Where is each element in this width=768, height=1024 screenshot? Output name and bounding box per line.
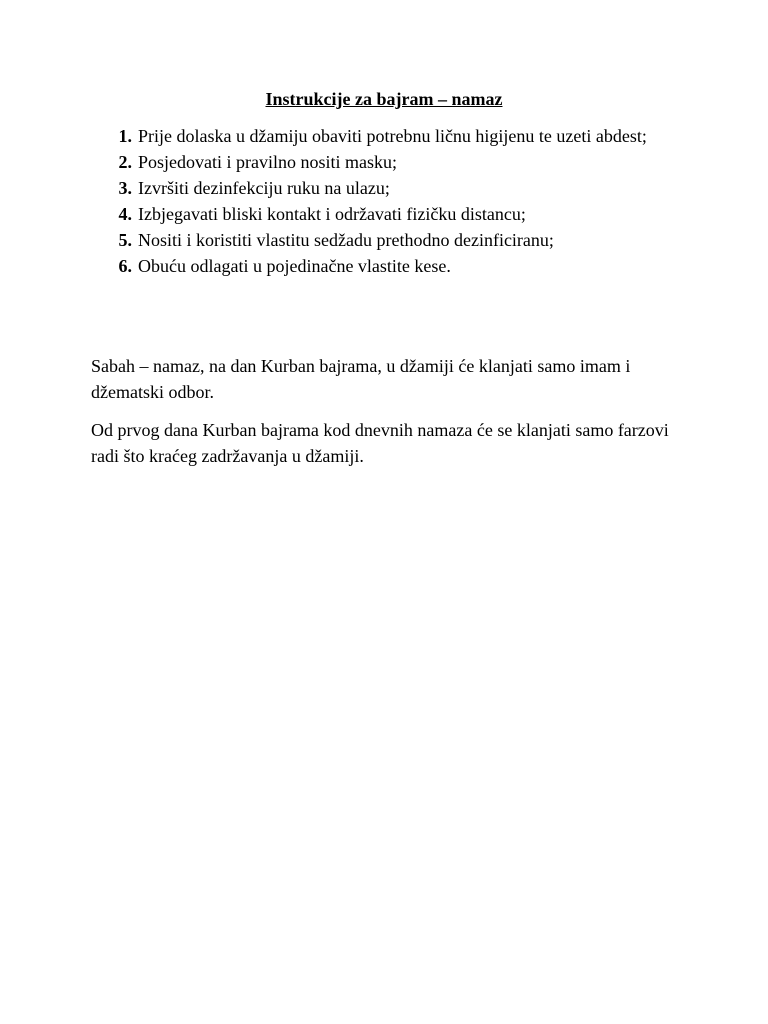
list-item-number: 5.: [118, 230, 132, 250]
list-item-number: 1.: [118, 126, 132, 146]
list-item-number: 3.: [118, 178, 132, 198]
list-item-text: Nositi i koristiti vlastitu sedžadu prethodno dezinficiranu;: [138, 230, 554, 250]
list-item: [106, 201, 686, 227]
list-item: [106, 227, 686, 253]
list-item-number: 6.: [118, 256, 132, 276]
list-item: [106, 123, 686, 149]
list-item: [106, 175, 686, 201]
list-item-number: 4.: [118, 204, 132, 224]
list-item-number: 2.: [118, 152, 132, 172]
paragraph-sabah-namaz: Sabah – namaz, na dan Kurban bajrama, u džamiji će klanjati samo imam i džematski odbor.: [91, 356, 631, 402]
list-item-text: Izbjegavati bliski kontakt i održavati fizičku distancu;: [138, 204, 526, 224]
list-item: [106, 253, 686, 279]
paragraph-daily-prayers: Od prvog dana Kurban bajrama kod dnevnih namaza će se klanjati samo farzovi radi što kraćeg zadržavanja u džamiji.: [91, 420, 669, 466]
list-item-text: Posjedovati i pravilno nositi masku;: [138, 152, 397, 172]
list-item-text: Prije dolaska u džamiju obaviti potrebnu ličnu higijenu te uzeti abdest;: [138, 126, 647, 146]
list-item-text: Obuću odlagati u pojedinačne vlastite kese.: [138, 256, 451, 276]
instruction-list: [106, 123, 686, 279]
list-item: [106, 149, 686, 175]
list-item-text: Izvršiti dezinfekciju ruku na ulazu;: [138, 178, 390, 198]
document-title: Instrukcije za bajram – namaz: [265, 89, 503, 109]
